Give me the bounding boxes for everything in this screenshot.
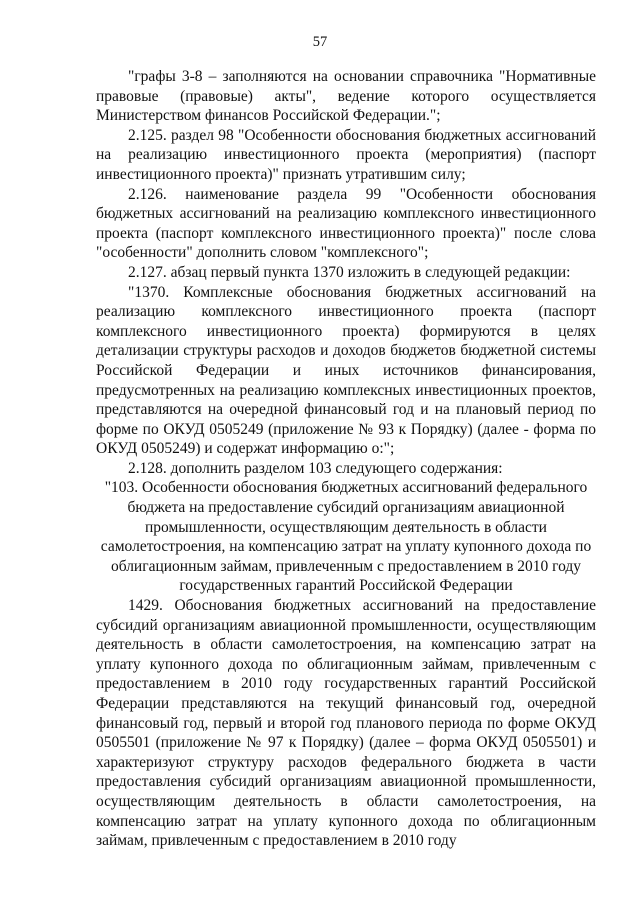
paragraph-grafy: "графы 3-8 – заполняются на основании справочника "Нормативные правовые (правовые) акты", ведение которого осуществляется Министерством финансов Российской Федерации."; xyxy=(96,68,596,125)
paragraph-1429: 1429. Обоснования бюджетных ассигнований на предоставление субсидий организациям авиационной промышленности, осуществляющим деятельность в области самолетостроения, на компенсацию затрат на уплату купонного дохода по облигационным займам, привлеченным с предоставлением в 2010 году государственных гарантий Российской Федерации представляются на текущий финансовый год, очередной финансовый год, первый и второй год планового периода по форме ОКУД 0505501 (приложение № 97 к Порядку) (далее – форма ОКУД 0505501) и характеризуют структуру расходов федерального бюджета в части предоставления субсидий организациям авиационной промышленности, осуществляющим деятельность в области самолетостроения, на компенсацию затрат на уплату купонного дохода по облигационным займам, привлеченным с предоставлением в 2010 году xyxy=(96,597,596,850)
document-body xyxy=(96,67,596,851)
heading-line: государственных гарантий Российской Федерации xyxy=(179,577,513,595)
page-number: 57 xyxy=(312,34,328,50)
heading-line: бюджета на предоставление субсидий организациям авиационной xyxy=(127,499,565,517)
paragraph-2-128: 2.128. дополнить разделом 103 следующего содержания: xyxy=(128,459,503,477)
paragraph-2-126: 2.126. наименование раздела 99 "Особенности обоснования бюджетных ассигнований на реализацию комплексного инвестиционного проекта (паспорт комплексного инвестиционного проекта)" после слова "особенности" дополнить словом "комплексного"; xyxy=(96,185,596,262)
heading-line: промышленности, осуществляющим деятельность в области xyxy=(145,518,547,536)
paragraph-1370: "1370. Комплексные обоснования бюджетных ассигнований на реализацию комплексного инвестиционного проекта (паспорт комплексного инвестиционного проекта) формируются в целях детализации структуры расходов и доходов бюджетов бюджетной системы Российской Федерации и иных источников финансирования, предусмотренных на реализацию комплексных инвестиционных проектов, представляются на очередной финансовый год и на плановый период по форме по ОКУД 0505249 (приложение № 93 к Порядку) (далее - форма по ОКУД 0505249) и содержат информацию о:"; xyxy=(96,283,596,458)
heading-line: самолетостроения, на компенсацию затрат на уплату купонного дохода по xyxy=(100,538,592,556)
heading-line: "103. Особенности обоснования бюджетных ассигнований федерального xyxy=(104,479,588,497)
heading-line: облигационным займам, привлеченным с предоставлением в 2010 году xyxy=(110,557,582,575)
paragraph-2-127: 2.127. абзац первый пункта 1370 изложить в следующей редакции: xyxy=(128,263,571,281)
paragraph-2-125: 2.125. раздел 98 "Особенности обоснования бюджетных ассигнований на реализацию инвестиционного проекта (мероприятия) (паспорт инвестиционного проекта)" признать утратившим силу; xyxy=(96,126,596,183)
section-103-heading xyxy=(96,478,596,596)
